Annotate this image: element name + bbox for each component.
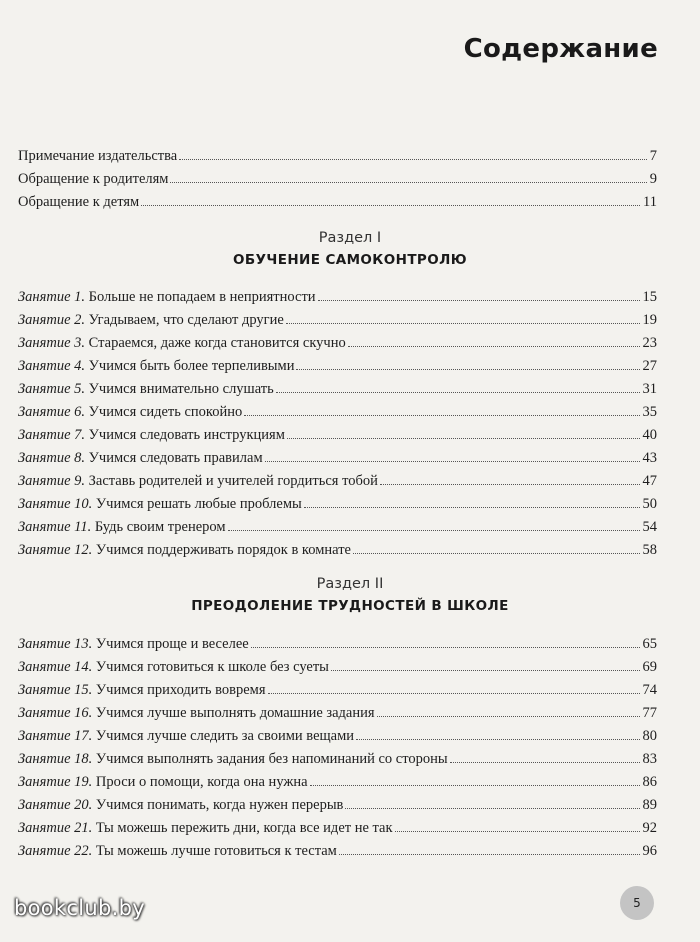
toc-entry-page: 11 xyxy=(643,194,657,210)
lesson-title: Учимся следовать инструкциям xyxy=(88,427,285,443)
lesson-number: Занятие 1. xyxy=(18,289,86,305)
toc-entry-label: Обращение к детям xyxy=(18,194,140,210)
lesson-number: Занятие 12. xyxy=(18,542,93,558)
lesson-title: Будь своим тренером xyxy=(94,519,226,535)
lesson-page: 47 xyxy=(642,473,657,489)
lesson-title: Учимся готовиться к школе без суеты xyxy=(95,659,329,675)
section-title: ПРЕОДОЛЕНИЕ ТРУДНОСТЕЙ В ШКОЛЕ xyxy=(191,598,509,614)
lesson-number: Занятие 5. xyxy=(18,381,86,397)
dot-leader xyxy=(228,530,640,531)
toc-entry[interactable] xyxy=(18,168,657,191)
lesson-title: Стараемся, даже когда становится скучно xyxy=(88,335,346,351)
dot-leader xyxy=(395,831,640,832)
lesson-title: Больше не попадаем в неприятности xyxy=(88,289,316,305)
dot-leader xyxy=(348,346,640,347)
lesson-number: Занятие 4. xyxy=(18,358,86,374)
toc-entry-page: 7 xyxy=(649,148,657,164)
dot-leader xyxy=(287,438,640,439)
page-title: Содержание xyxy=(463,34,658,64)
section-lessons-list xyxy=(18,633,657,863)
lesson-entry[interactable] xyxy=(18,309,657,332)
lesson-number: Занятие 21. xyxy=(18,820,93,836)
lesson-entry[interactable] xyxy=(18,378,657,401)
lesson-page: 83 xyxy=(642,751,657,767)
lesson-entry[interactable] xyxy=(18,702,657,725)
section-lessons-list xyxy=(18,286,657,562)
lesson-title: Ты можешь лучше готовиться к тестам xyxy=(95,843,337,859)
lesson-entry[interactable] xyxy=(18,401,657,424)
lesson-title: Угадываем, что сделают другие xyxy=(88,312,284,328)
lesson-entry[interactable] xyxy=(18,771,657,794)
lesson-title: Учимся понимать, когда нужен перерыв xyxy=(95,797,344,813)
lesson-entry[interactable] xyxy=(18,355,657,378)
lesson-page: 96 xyxy=(642,843,657,859)
dot-leader xyxy=(251,647,640,648)
lesson-title: Проси о помощи, когда она нужна xyxy=(95,774,308,790)
dot-leader xyxy=(170,182,646,183)
lesson-number: Занятие 22. xyxy=(18,843,93,859)
lesson-title: Учимся следовать правилам xyxy=(88,450,263,466)
dot-leader xyxy=(331,670,640,671)
lesson-page: 58 xyxy=(642,542,657,558)
lesson-number: Занятие 15. xyxy=(18,682,93,698)
toc-entry[interactable] xyxy=(18,191,657,214)
lesson-page: 54 xyxy=(642,519,657,535)
lesson-page: 92 xyxy=(642,820,657,836)
dot-leader xyxy=(345,808,639,809)
lesson-page: 43 xyxy=(642,450,657,466)
lesson-title: Учимся поддерживать порядок в комнате xyxy=(95,542,351,558)
dot-leader xyxy=(304,507,640,508)
lesson-page: 15 xyxy=(642,289,657,305)
lesson-title: Учимся быть более терпеливыми xyxy=(88,358,295,374)
lesson-page: 50 xyxy=(642,496,657,512)
lesson-page: 89 xyxy=(642,797,657,813)
lesson-page: 74 xyxy=(642,682,657,698)
toc-entry-page: 9 xyxy=(649,171,657,187)
lesson-number: Занятие 8. xyxy=(18,450,86,466)
lesson-page: 27 xyxy=(642,358,657,374)
lesson-page: 65 xyxy=(642,636,657,652)
lesson-entry[interactable] xyxy=(18,794,657,817)
lesson-title: Учимся проще и веселее xyxy=(95,636,249,652)
lesson-number: Занятие 18. xyxy=(18,751,93,767)
lesson-number: Занятие 7. xyxy=(18,427,86,443)
lesson-entry[interactable] xyxy=(18,539,657,562)
front-matter-list xyxy=(18,145,657,214)
dot-leader xyxy=(377,716,640,717)
lesson-number: Занятие 17. xyxy=(18,728,93,744)
lesson-title: Заставь родителей и учителей гордиться тобой xyxy=(88,473,378,489)
dot-leader xyxy=(339,854,640,855)
section-heading xyxy=(0,230,700,268)
dot-leader xyxy=(265,461,640,462)
dot-leader xyxy=(268,693,640,694)
page-number-badge: 5 xyxy=(620,886,654,920)
lesson-page: 35 xyxy=(642,404,657,420)
lesson-entry[interactable] xyxy=(18,424,657,447)
dot-leader xyxy=(318,300,640,301)
lesson-entry[interactable] xyxy=(18,516,657,539)
lesson-entry[interactable] xyxy=(18,656,657,679)
lesson-title: Ты можешь пережить дни, когда все идет не так xyxy=(95,820,393,836)
dot-leader xyxy=(141,205,640,206)
lesson-entry[interactable] xyxy=(18,748,657,771)
lesson-number: Занятие 13. xyxy=(18,636,93,652)
section-label: Раздел II xyxy=(316,576,384,592)
section-label: Раздел I xyxy=(318,230,382,246)
lesson-page: 19 xyxy=(642,312,657,328)
dot-leader xyxy=(450,762,640,763)
dot-leader xyxy=(380,484,640,485)
lesson-number: Занятие 19. xyxy=(18,774,93,790)
section-heading xyxy=(0,576,700,614)
lesson-entry[interactable] xyxy=(18,633,657,656)
lesson-number: Занятие 20. xyxy=(18,797,93,813)
lesson-entry[interactable] xyxy=(18,679,657,702)
dot-leader xyxy=(296,369,639,370)
lesson-title: Учимся решать любые проблемы xyxy=(95,496,302,512)
lesson-number: Занятие 2. xyxy=(18,312,86,328)
lesson-number: Занятие 16. xyxy=(18,705,93,721)
lesson-entry[interactable] xyxy=(18,840,657,863)
lesson-number: Занятие 3. xyxy=(18,335,86,351)
dot-leader xyxy=(356,739,639,740)
lesson-entry[interactable] xyxy=(18,332,657,355)
lesson-number: Занятие 10. xyxy=(18,496,93,512)
lesson-title: Учимся выполнять задания без напоминаний со стороны xyxy=(95,751,448,767)
lesson-title: Учимся внимательно слушать xyxy=(88,381,274,397)
lesson-page: 40 xyxy=(642,427,657,443)
section-title: ОБУЧЕНИЕ САМОКОНТРОЛЮ xyxy=(233,252,467,268)
lesson-title: Учимся сидеть спокойно xyxy=(88,404,243,420)
lesson-number: Занятие 14. xyxy=(18,659,93,675)
toc-entry-label: Обращение к родителям xyxy=(18,171,169,187)
dot-leader xyxy=(286,323,640,324)
site-watermark: bookclub.by xyxy=(14,896,145,920)
lesson-page: 80 xyxy=(642,728,657,744)
lesson-entry[interactable] xyxy=(18,286,657,309)
lesson-page: 77 xyxy=(642,705,657,721)
lesson-page: 31 xyxy=(642,381,657,397)
dot-leader xyxy=(179,159,647,160)
lesson-title: Учимся лучше выполнять домашние задания xyxy=(95,705,375,721)
lesson-number: Занятие 6. xyxy=(18,404,86,420)
lesson-entry[interactable] xyxy=(18,725,657,748)
lesson-number: Занятие 11. xyxy=(18,519,92,535)
lesson-title: Учимся приходить вовремя xyxy=(95,682,266,698)
dot-leader xyxy=(353,553,640,554)
lesson-entry[interactable] xyxy=(18,493,657,516)
lesson-page: 23 xyxy=(642,335,657,351)
toc-entry-label: Примечание издательства xyxy=(18,148,178,164)
lesson-entry[interactable] xyxy=(18,447,657,470)
lesson-entry[interactable] xyxy=(18,817,657,840)
dot-leader xyxy=(276,392,640,393)
toc-entry[interactable] xyxy=(18,145,657,168)
dot-leader xyxy=(310,785,640,786)
dot-leader xyxy=(244,415,639,416)
lesson-title: Учимся лучше следить за своими вещами xyxy=(95,728,355,744)
lesson-page: 69 xyxy=(642,659,657,675)
lesson-page: 86 xyxy=(642,774,657,790)
lesson-number: Занятие 9. xyxy=(18,473,86,489)
lesson-entry[interactable] xyxy=(18,470,657,493)
